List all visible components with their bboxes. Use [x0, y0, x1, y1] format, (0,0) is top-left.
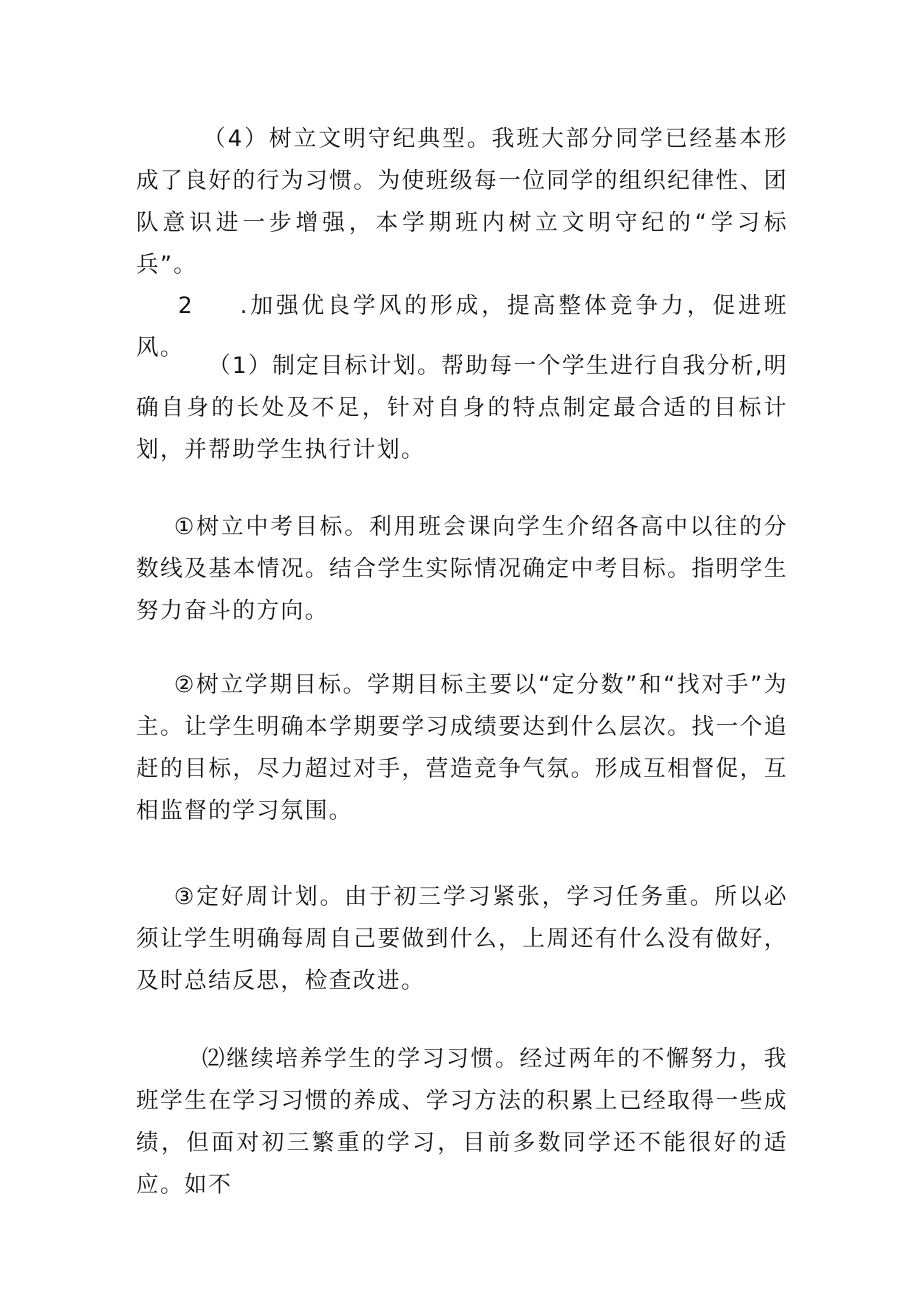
paragraph-exam-goal: ①树立中考目标。利用班会课向学生介绍各高中以往的分数线及基本情况。结合学生实际情况确定中考目标。指明学生努力奋斗的方向。	[136, 514, 788, 624]
paragraph-weekly-plan: ③定好周计划。由于初三学习紧张，学习任务重。所以必须让学生明确每周自己要做到什么，上周还有什么没有做好，及时总结反思，检查改进。	[136, 884, 788, 994]
section-heading-text: .加强优良学风的形成，提高整体竞争力，促进班风。	[136, 293, 788, 361]
paragraph-civility-model: （4）树立文明守纪典型。我班大部分同学已经基本形成了良好的行为习惯。为使班级每一位同学的组织纪律性、团队意识进一步增强，本学期班内树立文明守纪的“学习标兵”。	[136, 126, 788, 278]
paragraph-term-goal: ②树立学期目标。学期目标主要以“定分数”和“找对手”为主。让学生明确本学期要学习成绩要达到什么层次。找一个追赶的目标，尽力超过对手，营造竞争气氛。形成互相督促，互相监督的学习氛围。	[136, 672, 788, 824]
paragraph-study-habits: ⑵继续培养学生的学习习惯。经过两年的不懈努力，我班学生在学习习惯的养成、学习方法的积累上已经取得一些成绩，但面对初三繁重的学习，目前多数同学还不能很好的适应。如不	[136, 1046, 788, 1198]
paragraph-goal-plan: （1）制定目标计划。帮助每一个学生进行自我分析,明确自身的长处及不足，针对自身的特点制定最合适的目标计划，并帮助学生执行计划。	[136, 353, 788, 463]
section-number: 2	[178, 293, 194, 319]
